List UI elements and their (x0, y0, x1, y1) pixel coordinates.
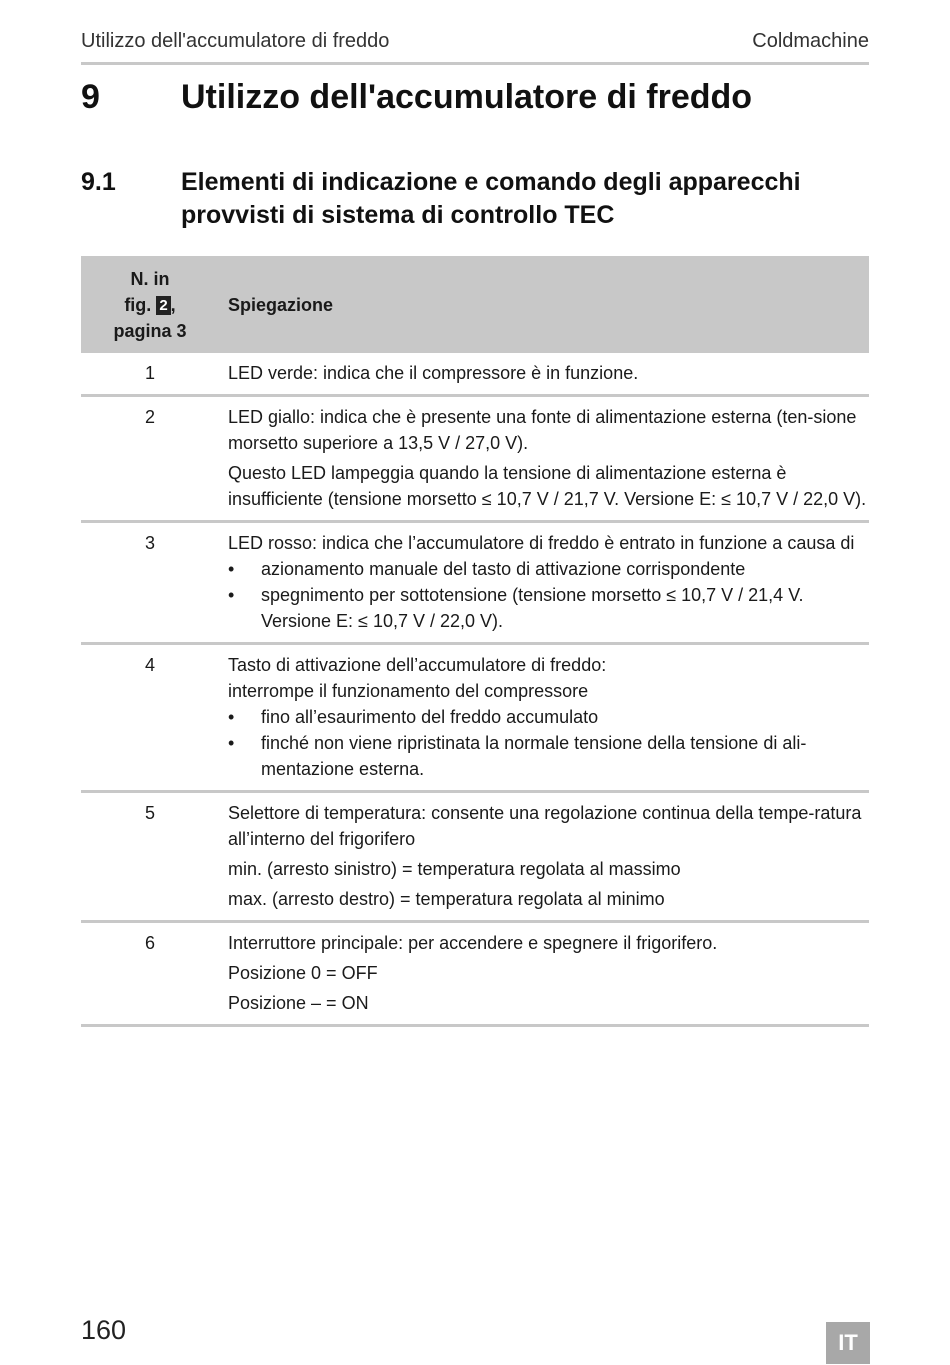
running-header-product: Coldmachine (752, 30, 869, 52)
language-tab: IT (826, 1322, 870, 1364)
row-paragraph: Questo LED lampeggia quando la tensione di alimentazione esterna è insufficiente (tensione morsetto ≤ 10,7 V / 21,7 V. Versione E: ≤ 10,7 V / 22,0 V). (228, 463, 867, 509)
section-title: Elementi di indicazione e comando degli apparecchi provvisti di sistema di controllo TEC (181, 168, 801, 229)
row-paragraph: min. (arresto sinistro) = temperatura regolata al massimo (228, 859, 681, 879)
table-row (81, 923, 869, 1027)
row-explanation (219, 530, 868, 634)
bullet-list (228, 556, 868, 634)
bullet-item: • finché non viene ripristinata la normale tensione della tensione di ali-mentazione esterna. (228, 730, 868, 782)
row-explanation (219, 930, 868, 1016)
running-header-title: Utilizzo dell'accumulatore di freddo (81, 30, 390, 52)
row-paragraph: max. (arresto destro) = temperatura regolata al minimo (228, 889, 665, 909)
running-header (81, 30, 869, 65)
chapter-title: Utilizzo dell'accumulatore di freddo (181, 78, 753, 116)
row-paragraph: LED rosso: indica che l’accumulatore di freddo è entrato in funzione a causa di (228, 533, 855, 553)
header-col-explanation: Spiegazione (228, 294, 334, 315)
header-col-number-line3: pagina 3 (113, 320, 187, 341)
row-number: 6 (144, 933, 155, 953)
table-row (81, 397, 869, 523)
table-row (81, 523, 869, 645)
bullet-item: • fino all’esaurimento del freddo accumulato (228, 704, 868, 730)
section-number: 9.1 (81, 168, 116, 196)
row-explanation (219, 360, 868, 386)
row-number: 1 (144, 363, 155, 383)
table-row (81, 645, 869, 793)
row-paragraph: LED giallo: indica che è presente una fonte di alimentazione esterna (ten-sione morsetto superiore a 13,5 V / 27,0 V). (228, 407, 857, 453)
table-row (81, 793, 869, 923)
bullet-list (228, 704, 868, 782)
row-explanation (219, 652, 868, 782)
page-number: 160 (81, 1315, 127, 1345)
bullet-item: • azionamento manuale del tasto di attivazione corrispondente (228, 556, 868, 582)
row-paragraph: Posizione 0 = OFF (228, 963, 378, 983)
header-fig-label: fig. (124, 294, 152, 315)
row-number: 3 (144, 533, 155, 553)
row-number: 4 (144, 655, 155, 675)
chapter-heading (81, 78, 869, 117)
table-header (81, 256, 869, 353)
figure-number-box: 2 (156, 296, 170, 315)
row-paragraph: Selettore di temperatura: consente una regolazione continua della tempe-ratura all’interno del frigorifero (228, 803, 862, 849)
table-row (81, 353, 869, 397)
row-paragraph: Posizione – = ON (228, 993, 369, 1013)
bullet-item: • spegnimento per sottotensione (tensione morsetto ≤ 10,7 V / 21,4 V. Versione E: ≤ 10,7 V / 22,0 V). (228, 582, 868, 634)
header-comma: , (170, 294, 176, 315)
row-number: 5 (144, 803, 155, 823)
row-explanation (219, 800, 868, 912)
row-paragraph: LED verde: indica che il compressore è in funzione. (228, 363, 639, 383)
row-line: interrompe il funzionamento del compressore (228, 681, 589, 701)
row-line: Tasto di attivazione dell’accumulatore di freddo: (228, 655, 607, 675)
header-col-number-line1: N. in (130, 268, 170, 289)
row-explanation (219, 404, 868, 512)
chapter-number: 9 (81, 78, 100, 116)
controls-table (81, 256, 869, 1027)
row-paragraph: Interruttore principale: per accendere e spegnere il frigorifero. (228, 933, 718, 953)
header-col-number-line2 (81, 292, 219, 318)
section-heading (81, 166, 869, 232)
header-col-number (81, 266, 219, 344)
row-number: 2 (144, 407, 155, 427)
